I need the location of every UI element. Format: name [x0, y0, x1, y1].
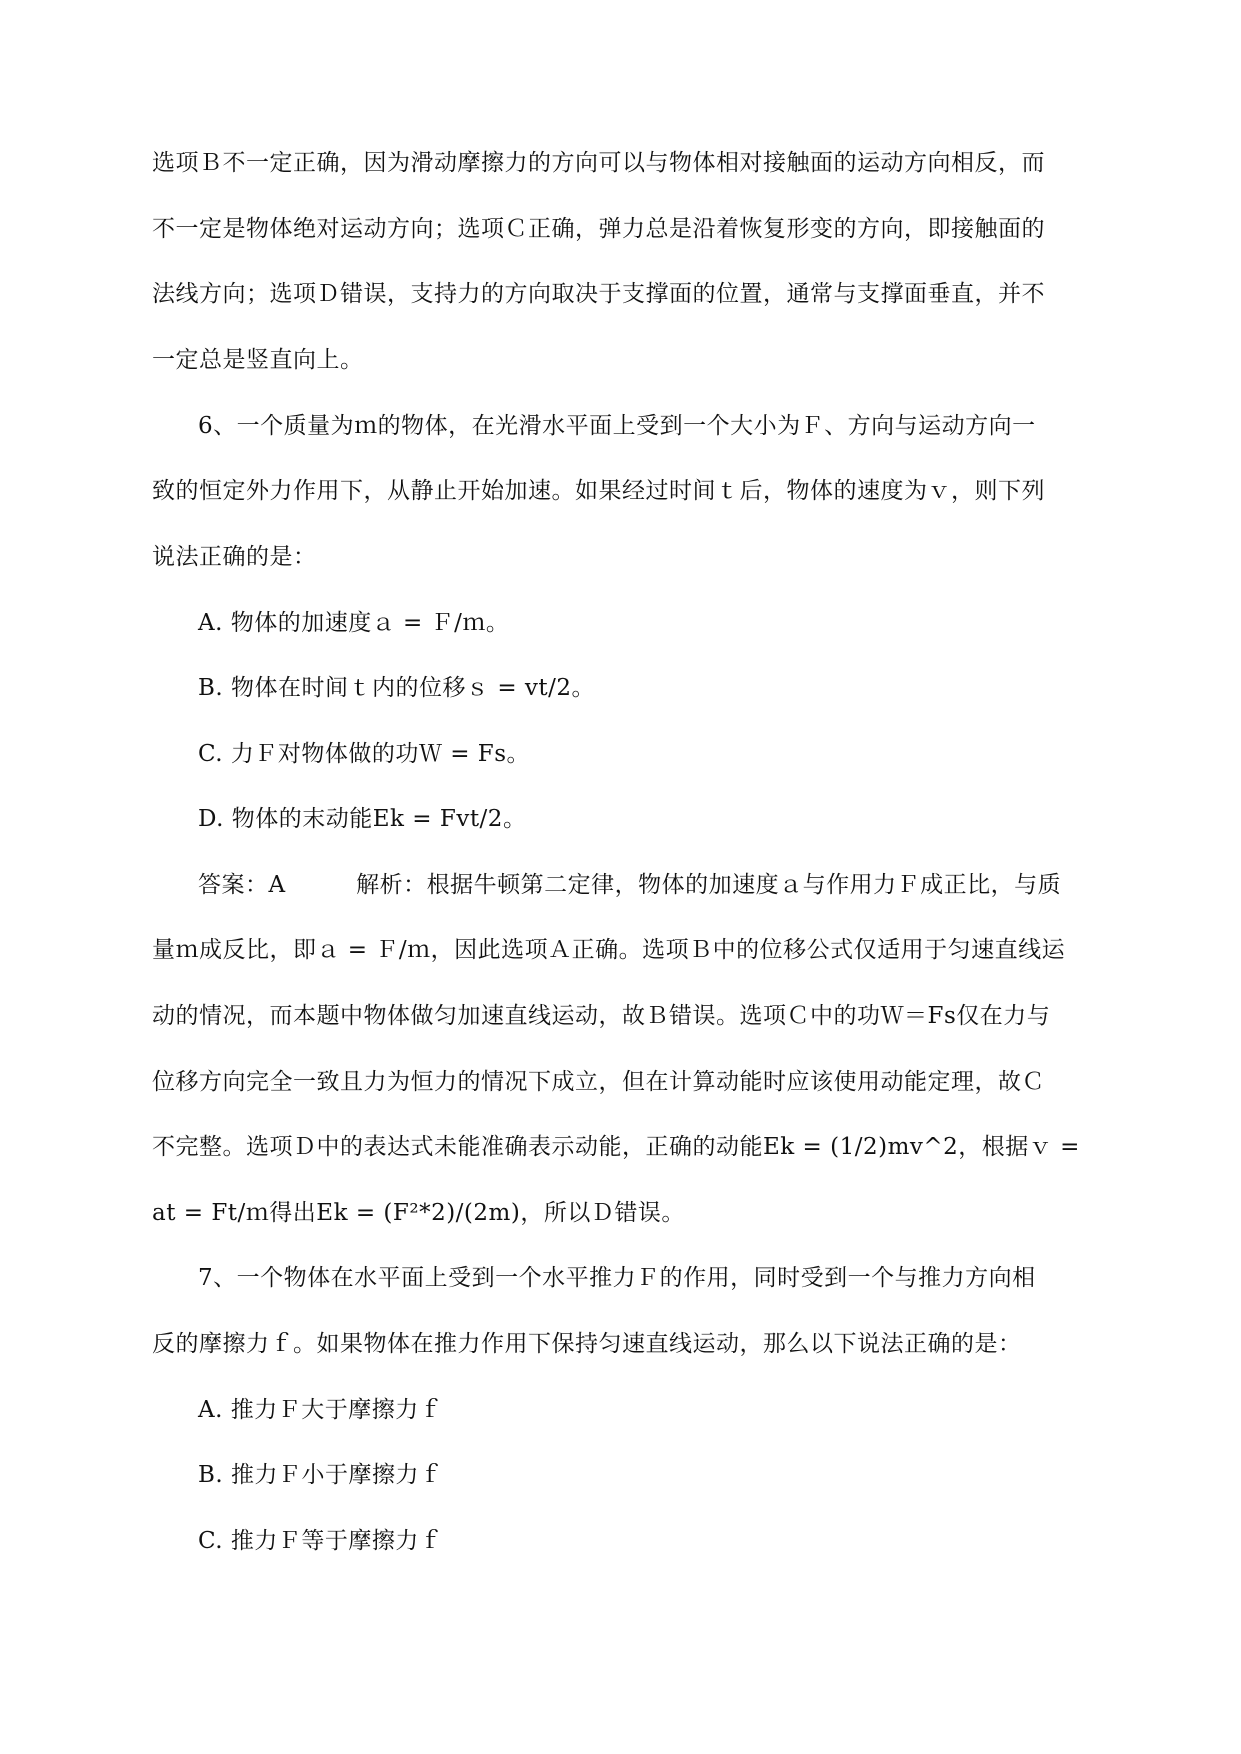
option-a: A. 推力Ｆ大于摩擦力ｆ [198, 1397, 443, 1423]
answer-line: 量ｍ成反比，即ａ = Ｆ/ｍ，因此选项Ａ正确。选项Ｂ中的位移公式仅适用于匀速直线运 [152, 937, 1066, 963]
option-a: A. 物体的加速度ａ = Ｆ/ｍ。 [198, 610, 510, 636]
text-line: 一定总是竖直向上。 [152, 347, 364, 373]
question-7-line: 反的摩擦力ｆ。如果物体在推力作用下保持匀速直线运动，那么以下说法正确的是： [152, 1331, 1022, 1357]
answer-line: 动的情况，而本题中物体做匀加速直线运动，故Ｂ错误。选项Ｃ中的功Ｗ＝Fs仅在力与 [152, 1003, 1051, 1029]
text-line: 法线方向；选项Ｄ错误，支持力的方向取决于支撑面的位置，通常与支撑面垂直，并不 [152, 281, 1045, 307]
option-b: B. 推力Ｆ小于摩擦力ｆ [198, 1462, 443, 1488]
answer-line: 答案：A 解析：根据牛顿第二定律，物体的加速度ａ与作用力Ｆ成正比，与质 [198, 872, 1062, 898]
answer-line: at = Ft/ｍ得出Ek = (F²*2)/(2m)，所以Ｄ错误。 [152, 1200, 685, 1226]
question-7-line: 7、一个物体在水平面上受到一个水平推力Ｆ的作用，同时受到一个与推力方向相 [198, 1265, 1036, 1291]
option-c: C. 力Ｆ对物体做的功Ｗ = Fs。 [198, 741, 531, 767]
text-line: 不一定是物体绝对运动方向；选项Ｃ正确，弹力总是沿着恢复形变的方向，即接触面的 [152, 216, 1045, 242]
answer-line: 不完整。选项Ｄ中的表达式未能准确表示动能，正确的动能Ek = (1/2)mv^2，根据ｖ = [152, 1134, 1080, 1160]
text-line: 选项Ｂ不一定正确，因为滑动摩擦力的方向可以与物体相对接触面的运动方向相反，而 [152, 150, 1045, 176]
option-c: C. 推力Ｆ等于摩擦力ｆ [198, 1528, 443, 1554]
answer-line: 位移方向完全一致且力为恒力的情况下成立，但在计算动能时应该使用动能定理，故Ｃ [152, 1069, 1045, 1095]
option-d: D. 物体的末动能Ek = Fvt/2。 [198, 806, 527, 832]
question-6-line: 致的恒定外力作用下，从静止开始加速。如果经过时间ｔ后，物体的速度为ｖ，则下列 [152, 478, 1045, 504]
question-6-line: 说法正确的是： [152, 544, 317, 570]
option-b: B. 物体在时间ｔ内的位移ｓ = vt/2。 [198, 675, 596, 701]
question-6-line: 6、一个质量为ｍ的物体，在光滑水平面上受到一个大小为Ｆ、方向与运动方向一 [198, 413, 1036, 439]
